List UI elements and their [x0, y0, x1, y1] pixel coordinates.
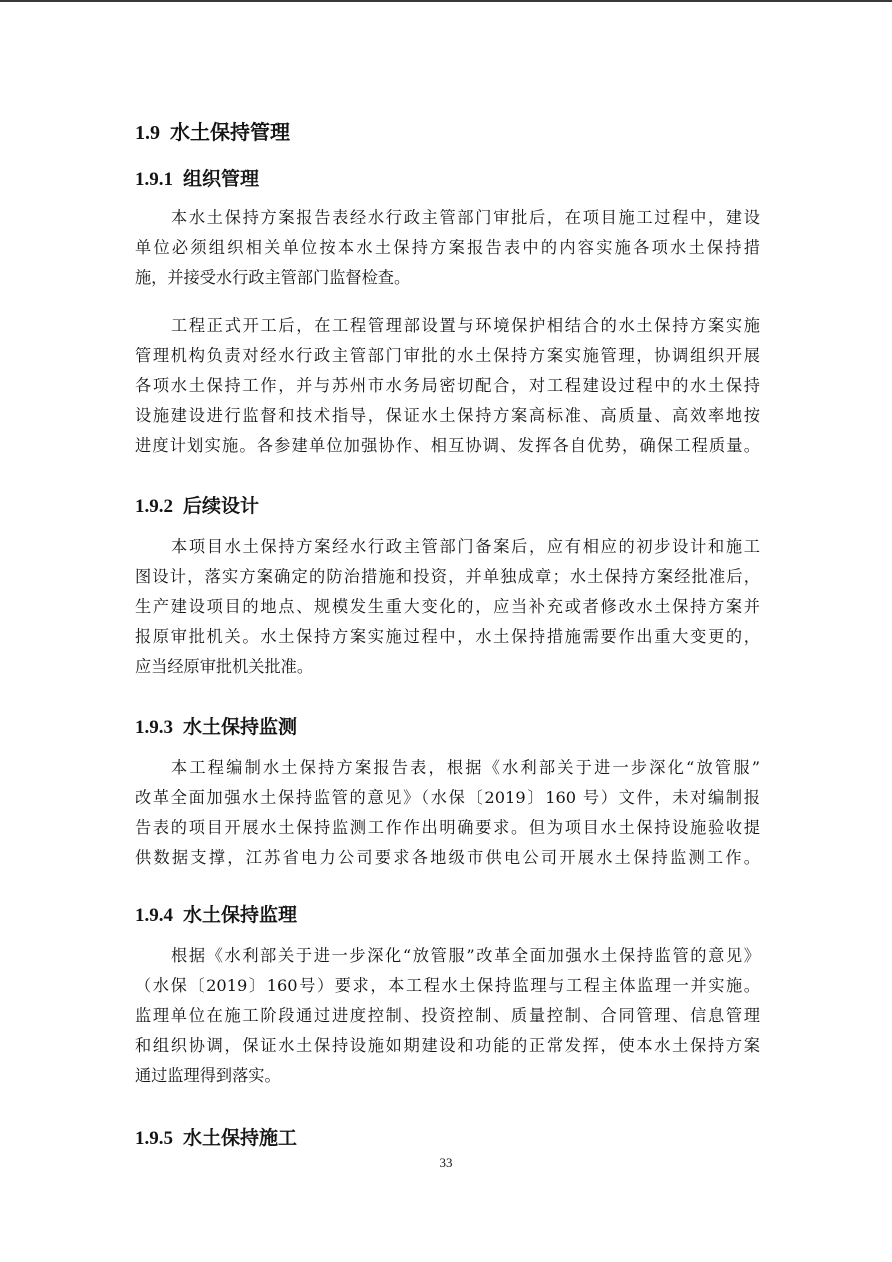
section-number: 1.9 [135, 122, 160, 144]
text-line: 告表的项目开展水土保持监测工作作出明确要求。但为项目水土保持设施验收提 [135, 818, 760, 837]
text-line: 生产建设项目的地点、规模发生重大变化的，应当补充或者修改水土保持方案并 [135, 597, 760, 616]
text-line: 根据《水利部关于进一步深化“放管服”改革全面加强水土保持监管的意见》 [171, 946, 760, 965]
section-number: 1.9.3 [135, 717, 173, 738]
text-line: 供数据支撑，江苏省电力公司要求各地级市供电公司开展水土保持监测工作。 [135, 848, 760, 867]
text-line: 本水土保持方案报告表经水行政主管部门审批后，在项目施工过程中，建设 [171, 208, 760, 227]
text-line: （水保〔2019〕160号）要求，本工程水土保持监理与工程主体监理一并实施。 [135, 976, 760, 995]
text-line: 进度计划实施。各参建单位加强协作、相互协调、发挥各自优势，确保工程质量。 [135, 436, 760, 455]
section-title: 后续设计 [183, 495, 260, 517]
text-line: 通过监理得到落实。 [135, 1066, 281, 1085]
paragraph-supervision [135, 941, 760, 1091]
text-line: 施，并接受水行政主管部门监督检查。 [135, 268, 411, 287]
section-title: 水土保持管理 [170, 120, 290, 144]
paragraph-monitoring [135, 753, 760, 873]
text-line: 工程正式开工后，在工程管理部设置与环境保护相结合的水土保持方案实施 [171, 316, 760, 335]
page-number: 33 [439, 1155, 453, 1170]
page-top-border [0, 0, 892, 2]
section-title: 水土保持监理 [183, 904, 298, 926]
section-number: 1.9.1 [135, 169, 173, 190]
section-title: 水土保持施工 [183, 1127, 298, 1149]
section-heading-1-9 [135, 120, 290, 145]
text-line: 单位必须组织相关单位按本水土保持方案报告表中的内容实施各项水土保持措 [135, 238, 760, 257]
paragraph-organization-2 [135, 311, 760, 461]
paragraph-organization-1 [135, 203, 760, 293]
text-line: 本工程编制水土保持方案报告表，根据《水利部关于进一步深化“放管服” [171, 758, 760, 777]
section-heading-1-9-4 [135, 903, 297, 928]
section-number: 1.9.2 [135, 496, 173, 517]
text-line: 管理机构负责对经水行政主管部门审批的水土保持方案实施管理，协调组织开展 [135, 346, 760, 365]
section-heading-1-9-1 [135, 167, 259, 192]
text-line: 和组织协调，保证水土保持设施如期建设和功能的正常发挥，使本水土保持方案 [135, 1036, 760, 1055]
section-heading-1-9-2 [135, 494, 259, 519]
text-line: 图设计，落实方案确定的防治措施和投资，并单独成章；水土保持方案经批准后， [135, 567, 760, 586]
text-line: 各项水土保持工作，并与苏州市水务局密切配合，对工程建设过程中的水土保持 [135, 376, 760, 395]
section-title: 组织管理 [183, 168, 260, 190]
section-number: 1.9.5 [135, 1128, 173, 1149]
text-line: 设施建设进行监督和技术指导，保证水土保持方案高标准、高质量、高效率地按 [135, 406, 760, 425]
text-line: 报原审批机关。水土保持方案实施过程中，水土保持措施需要作出重大变更的， [135, 627, 760, 646]
section-heading-1-9-5 [135, 1126, 297, 1151]
text-line: 改革全面加强水土保持监管的意见》（水保〔2019〕160 号）文件，未对编制报 [135, 788, 760, 807]
paragraph-follow-up-design [135, 532, 760, 682]
section-title: 水土保持监测 [183, 716, 298, 738]
text-line: 监理单位在施工阶段通过进度控制、投资控制、质量控制、合同管理、信息管理 [135, 1006, 760, 1025]
section-number: 1.9.4 [135, 905, 173, 926]
section-heading-1-9-3 [135, 715, 297, 740]
text-line: 应当经原审批机关批准。 [135, 657, 314, 676]
text-line: 本项目水土保持方案经水行政主管部门备案后，应有相应的初步设计和施工 [171, 537, 760, 556]
